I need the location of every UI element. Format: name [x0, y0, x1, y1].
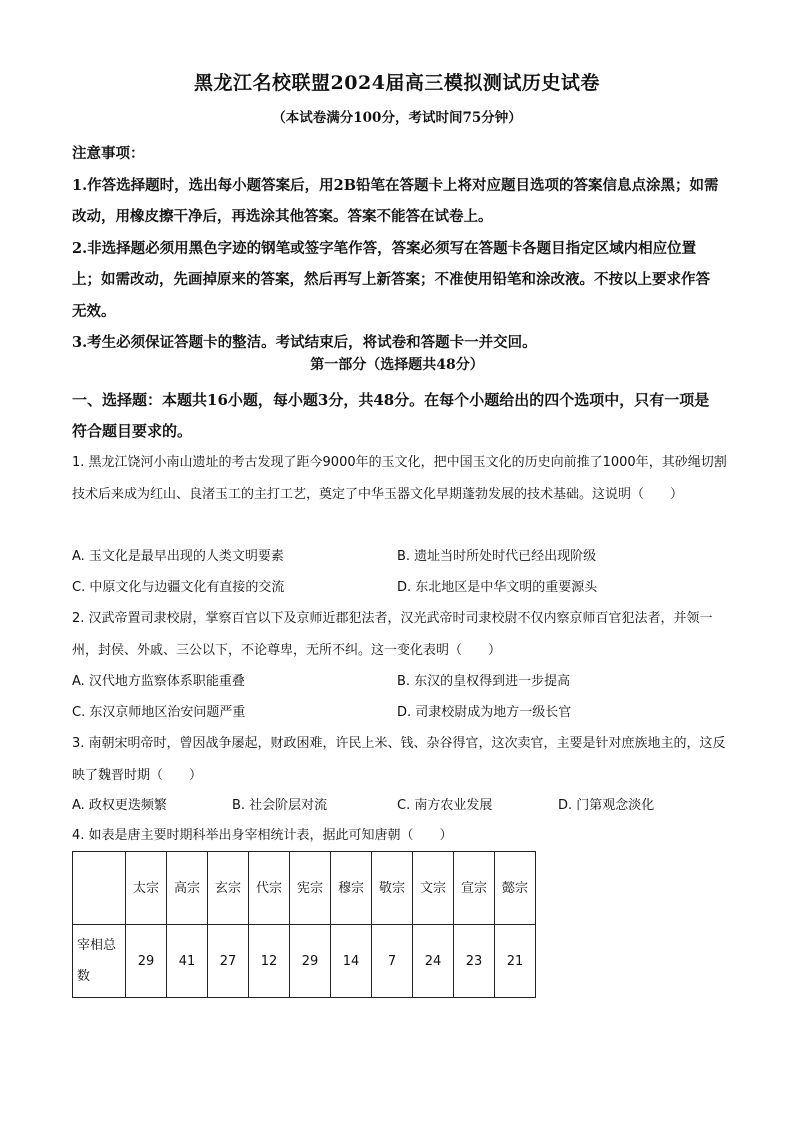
note-item-1: 1.作答选择题时，选出每小题答案后，用2B铅笔在答题卡上将对应题目选项的答案信息点涂黑；如需改动，用橡皮擦干净后，再选涂其他答案。答案不能答在试卷上。	[72, 176, 719, 225]
table-header-cell: 高宗	[167, 852, 208, 925]
table-header-cell: 代宗	[249, 852, 290, 925]
q2-option-b: B. 东汉的皇权得到进一步提高	[397, 674, 571, 689]
table-header-cell: 文宗	[413, 852, 454, 925]
question-1-options	[72, 541, 732, 572]
q3-option-a: A. 政权更迭频繁	[72, 798, 167, 813]
notes-heading: 注意事项：	[72, 145, 145, 162]
q1-option-b: B. 遗址当时所处时代已经出现阶级	[397, 549, 597, 564]
chancellor-table	[72, 851, 536, 998]
table-cell: 29	[290, 925, 331, 998]
table-header-cell: 太宗	[126, 852, 167, 925]
q1-option-d: D. 东北地区是中华文明的重要源头	[397, 580, 598, 595]
question-2-options	[72, 666, 732, 697]
question-3-options	[72, 790, 732, 821]
q2-option-c: C. 东汉京师地区治安问题严重	[72, 705, 246, 720]
table-header-cell: 懿宗	[495, 852, 536, 925]
table-row	[73, 925, 536, 998]
question-3-stem: 3. 南朝宋明帝时，曾因战争屡起，财政困难，许民上米、钱、杂谷得官，这次卖官，主要是针对庶族地主的，这反映了魏晋时期（ ）	[72, 736, 726, 783]
table-header-cell: 穆宗	[331, 852, 372, 925]
table-cell: 7	[372, 925, 413, 998]
q3-option-c: C. 南方农业发展	[397, 798, 493, 813]
table-cell: 21	[495, 925, 536, 998]
note-item-3: 3.考生必须保证答题卡的整洁。考试结束后，将试卷和答题卡一并交回。	[72, 334, 537, 351]
table-row-label: 宰相总数	[73, 925, 126, 998]
question-4-stem: 4. 如表是唐主要时期科举出身宰相统计表，据此可知唐朝（ ）	[72, 828, 453, 843]
table-header-row	[73, 852, 536, 925]
table-cell: 41	[167, 925, 208, 998]
question-1-options-2	[72, 572, 732, 603]
table-header-cell: 宣宗	[454, 852, 495, 925]
q3-option-d: D. 门第观念淡化	[558, 798, 655, 813]
section-heading: 一、选择题：本题共16小题，每小题3分，共48分。在每个小题给出的四个选项中，只有一项是符合题目要求的。	[72, 391, 710, 440]
table-cell: 12	[249, 925, 290, 998]
table-cell: 23	[454, 925, 495, 998]
question-2-stem: 2. 汉武帝置司隶校尉，掌察百官以下及京师近郡犯法者，汉光武帝时司隶校尉不仅内察京师百官犯法者，并领一州，封侯、外戚、三公以下，不论尊卑，无所不纠。这一变化表明（ ）	[72, 611, 713, 658]
table-cell: 14	[331, 925, 372, 998]
table-header-cell: 敬宗	[372, 852, 413, 925]
question-1-stem: 1. 黑龙江饶河小南山遗址的考古发现了距今9000年的玉文化，把中国玉文化的历史向前推了1000年，其砂绳切割技术后来成为红山、良渚玉工的主打工艺，奠定了中华玉器文化早期蓬勃发展的技术基础。这说明（ ）	[72, 455, 727, 502]
table-cell: 24	[413, 925, 454, 998]
exam-subtitle: （本试卷满分100分，考试时间75分钟）	[272, 110, 522, 126]
q3-option-b: B. 社会阶层对流	[232, 798, 328, 813]
table-cell: 29	[126, 925, 167, 998]
exam-title: 黑龙江名校联盟2024届高三模拟测试历史试卷	[194, 72, 600, 94]
table-corner-cell	[73, 852, 126, 925]
table-cell: 27	[208, 925, 249, 998]
q1-option-c: C. 中原文化与边疆文化有直接的交流	[72, 580, 285, 595]
q2-option-a: A. 汉代地方监察体系职能重叠	[72, 674, 245, 689]
note-item-2: 2.非选择题必须用黑色字迹的钢笔或签字笔作答，答案必须写在答题卡各题目指定区域内相应位置上；如需改动，先画掉原来的答案，然后再写上新答案；不准使用铅笔和涂改液。不按以上要求作答无效。	[72, 239, 710, 320]
table-header-cell: 玄宗	[208, 852, 249, 925]
table-header-cell: 宪宗	[290, 852, 331, 925]
notes-block	[72, 138, 722, 359]
q2-option-d: D. 司隶校尉成为地方一级长官	[397, 705, 572, 720]
q1-option-a: A. 玉文化是最早出现的人类文明要素	[72, 549, 284, 564]
question-2-options-2	[72, 697, 732, 728]
part-title: 第一部分（选择题共48分）	[310, 357, 484, 373]
